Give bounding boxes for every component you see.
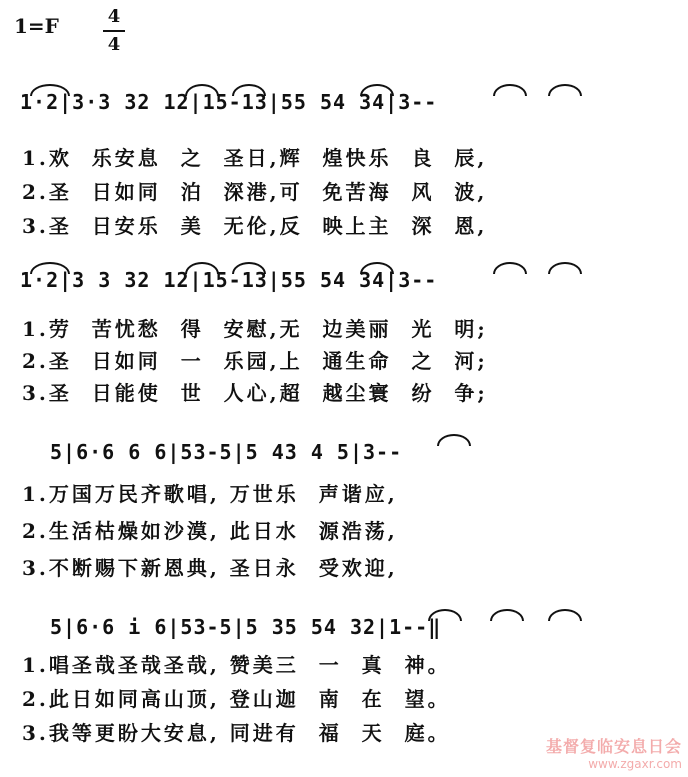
time-signature-bar xyxy=(103,30,125,32)
key-signature: 1=F xyxy=(14,14,59,38)
notation-line: 5|6·6 i 6|53-5|5 35 54 32|1--‖ xyxy=(50,615,442,639)
lyric-line: 3.圣 日安乐 美 无伦,反 映上主 深 恩, xyxy=(22,214,488,238)
lyric-line: 1.万国万民齐歌唱, 万世乐 声谐应, xyxy=(22,482,398,506)
watermark xyxy=(546,734,682,771)
lyric-line: 3.圣 日能使 世 人心,超 越尘寰 纷 争; xyxy=(22,381,488,405)
lyric-line: 1.劳 苦忧愁 得 安慰,无 边美丽 光 明; xyxy=(22,317,488,341)
notation-line: 5|6·6 6 6|53-5|5 43 4 5|3-- xyxy=(50,440,403,464)
time-signature xyxy=(103,6,125,56)
lyric-line: 1.欢 乐安息 之 圣日,辉 煌快乐 良 辰, xyxy=(22,146,488,170)
lyric-line: 3.我等更盼大安息, 同进有 福 天 庭。 xyxy=(22,721,451,745)
time-signature-top: 4 xyxy=(107,6,121,27)
lyric-line: 1.唱圣哉圣哉圣哉, 赞美三 一 真 神。 xyxy=(22,653,451,677)
lyric-line: 2.圣 日如同 泊 深港,可 免苦海 风 波, xyxy=(22,180,488,204)
lyric-line: 2.此日如同高山顶, 登山迦 南 在 望。 xyxy=(22,687,451,711)
notation-line: 1·2|3·3 32 12|15-13|55 54 34|3-- xyxy=(20,90,438,114)
time-signature-bottom: 4 xyxy=(107,34,121,55)
lyric-line: 2.圣 日如同 一 乐园,上 通生命 之 河; xyxy=(22,349,488,373)
notation-line: 1·2|3 3 32 12|15-13|55 54 34|3-- xyxy=(20,268,438,292)
lyric-line: 3.不断赐下新恩典, 圣日永 受欢迎, xyxy=(22,556,398,580)
watermark-title: 基督复临安息日会 xyxy=(545,737,682,756)
lyric-line: 2.生活枯燥如沙漠, 此日水 源浩荡, xyxy=(22,519,398,543)
watermark-url: www.zgaxr.com xyxy=(588,757,682,771)
